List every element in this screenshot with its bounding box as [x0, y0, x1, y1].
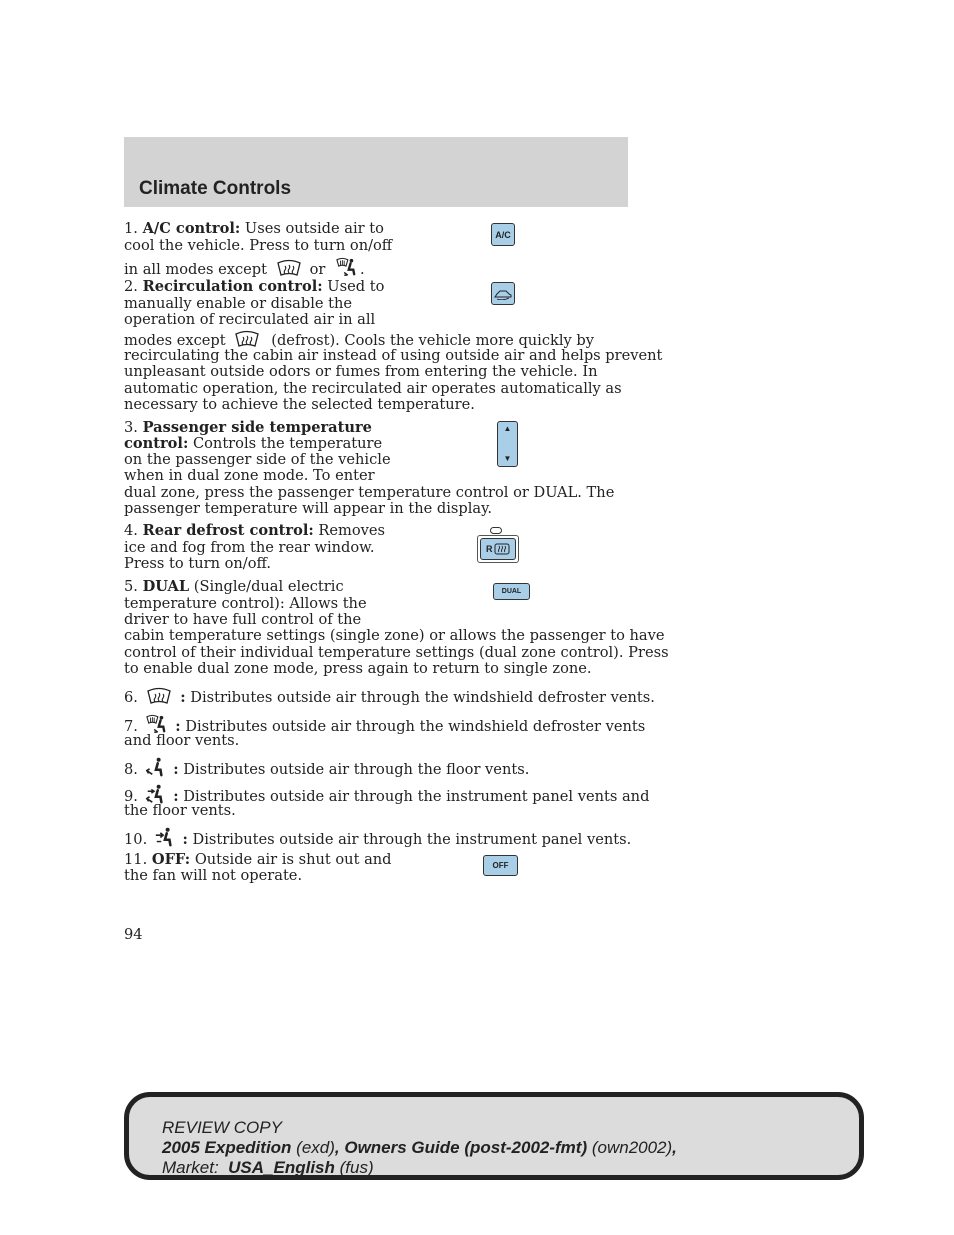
dual-line-4: cabin temperature settings (single zone) or allows the passenger to have [124, 627, 665, 644]
dual-line-6: to enable dual zone mode, press again to return to single zone. [124, 660, 592, 677]
item-text: or [309, 261, 326, 278]
item-number: 2. [124, 278, 138, 295]
mode-panel-floor-line-2: the floor vents. [124, 802, 236, 819]
review-footer [162, 1118, 677, 1178]
item-label: OFF: [151, 851, 191, 868]
item-text: (defrost). Cools the vehicle more quickly by [271, 332, 595, 349]
dual-line-2: temperature control): Allows the [124, 595, 367, 612]
recirc-line-5: recirculating the cabin air instead of using outside air and helps prevent [124, 347, 663, 364]
mode-floor-line [124, 757, 529, 779]
footer-market-code: (fus) [339, 1158, 374, 1177]
item-label: A/C control: [142, 220, 241, 237]
item-text: Distributes outside air through the windshield defroster vents. [190, 689, 655, 706]
recirc-line-6: unpleasant outside odors or fumes from entering the vehicle. In [124, 363, 598, 380]
recirc-line-2: manually enable or disable the [124, 295, 353, 312]
rear-defrost-indicator-light [490, 527, 502, 534]
item-number: 9. [124, 788, 138, 805]
ac-control-line-2: cool the vehicle. Press to turn on/off [124, 237, 393, 254]
item-number: 11. [124, 851, 148, 868]
item-label: DUAL [142, 578, 190, 595]
item-text: Controls the temperature [192, 435, 383, 452]
defrost-floor-icon [145, 714, 167, 734]
dual-button[interactable]: DUAL [493, 583, 530, 600]
mode-defrost-line [124, 687, 655, 707]
defrost-icon [145, 687, 173, 705]
item-label: Passenger side temperature [142, 419, 372, 436]
rear-defrost-line-1 [124, 523, 385, 540]
down-arrow-icon[interactable]: ▼ [503, 454, 512, 463]
recirculation-button[interactable] [491, 282, 515, 305]
dual-line-3: driver to have full control of the [124, 611, 362, 628]
item-number: 8. [124, 761, 138, 778]
item-text: Uses outside air to [244, 220, 384, 237]
item-text: Outside air is shut out and [194, 851, 392, 868]
recirc-line-7: automatic operation, the recirculated air operates automatically as [124, 380, 622, 397]
recirc-line-1 [124, 279, 384, 296]
item-label: Rear defrost control: [142, 522, 314, 539]
footer-comma: , [672, 1138, 677, 1157]
item-label: : [175, 718, 181, 735]
item-number: 3. [124, 419, 138, 436]
rear-defrost-button-frame[interactable] [477, 535, 519, 563]
floor-vent-icon [145, 757, 165, 777]
dual-line-1 [124, 579, 344, 596]
item-label: : [180, 689, 186, 706]
item-label: : [173, 788, 179, 805]
footer-market: USA_English [228, 1158, 335, 1177]
rear-defrost-label: R [486, 544, 493, 554]
off-line-2: the fan will not operate. [124, 867, 303, 884]
off-button[interactable]: OFF [483, 855, 518, 876]
footer-model-code: (exd) [296, 1138, 335, 1157]
defrost-icon [275, 259, 303, 277]
item-label: Recirculation control: [142, 278, 323, 295]
item-number: 10. [124, 831, 148, 848]
passenger-temp-line-4: when in dual zone mode. To enter [124, 467, 375, 484]
footer-model: 2005 Expedition [162, 1138, 292, 1157]
item-number: 1. [124, 220, 138, 237]
item-text: modes except [124, 332, 226, 349]
passenger-temp-line-6: passenger temperature will appear in the display. [124, 500, 493, 517]
ac-control-line-1 [124, 221, 384, 238]
up-arrow-icon[interactable]: ▲ [503, 424, 512, 433]
mode-panel-line [124, 827, 631, 849]
dual-line-5: control of their individual temperature settings (dual zone control). Press [124, 644, 669, 661]
rear-defrost-button[interactable] [480, 538, 516, 560]
footer-review-label: REVIEW COPY [162, 1118, 282, 1137]
item-text: in all modes except [124, 261, 267, 278]
item-number: 7. [124, 718, 138, 735]
rear-defrost-line-3: Press to turn on/off. [124, 555, 271, 572]
footer-model-line [162, 1138, 677, 1158]
footer-market-line [162, 1158, 677, 1178]
mode-defrost-floor-line-2: and floor vents. [124, 732, 240, 749]
recirc-line-8: necessary to achieve the selected temperature. [124, 396, 475, 413]
item-text: Removes [318, 522, 386, 539]
item-text: (Single/dual electric [193, 578, 344, 595]
footer-guide-code: (own2002) [591, 1138, 673, 1157]
footer-market-label: Market: [162, 1158, 219, 1177]
item-text: Distributes outside air through the floor vents. [183, 761, 530, 778]
footer-review-line [162, 1118, 677, 1138]
defrost-icon [233, 330, 261, 348]
item-number: 4. [124, 522, 138, 539]
rear-defrost-line-2: ice and fog from the rear window. [124, 539, 375, 556]
rear-window-defrost-icon [494, 543, 510, 555]
item-label: control: [124, 435, 189, 452]
page-title: Climate Controls [139, 178, 292, 199]
passenger-temperature-rocker[interactable] [497, 421, 518, 467]
item-text: Used to [327, 278, 385, 295]
passenger-temp-line-3: on the passenger side of the vehicle [124, 451, 391, 468]
ac-control-line-3 [124, 257, 365, 279]
panel-vent-icon [154, 827, 174, 847]
item-label: : [173, 761, 179, 778]
ac-button[interactable]: A/C [491, 223, 515, 246]
item-label: : [182, 831, 188, 848]
item-text: Distributes outside air through the instrument panel vents. [192, 831, 632, 848]
recirc-line-3: operation of recirculated air in all [124, 311, 376, 328]
passenger-temp-line-5: dual zone, press the passenger temperature control or DUAL. The [124, 484, 615, 501]
item-number: 6. [124, 689, 138, 706]
page-number: 94 [124, 926, 143, 943]
item-number: 5. [124, 578, 138, 595]
section-header [124, 137, 628, 207]
footer-guide: , Owners Guide (post-2002-fmt) [334, 1138, 588, 1157]
panel-floor-vent-icon [145, 784, 165, 804]
recirculation-car-icon [494, 288, 512, 300]
item-text: Distributes outside air through the instrument panel vents and [183, 788, 650, 805]
item-text: Distributes outside air through the windshield defroster vents [185, 718, 646, 735]
item-text: . [360, 261, 365, 278]
defrost-floor-icon [336, 257, 356, 277]
